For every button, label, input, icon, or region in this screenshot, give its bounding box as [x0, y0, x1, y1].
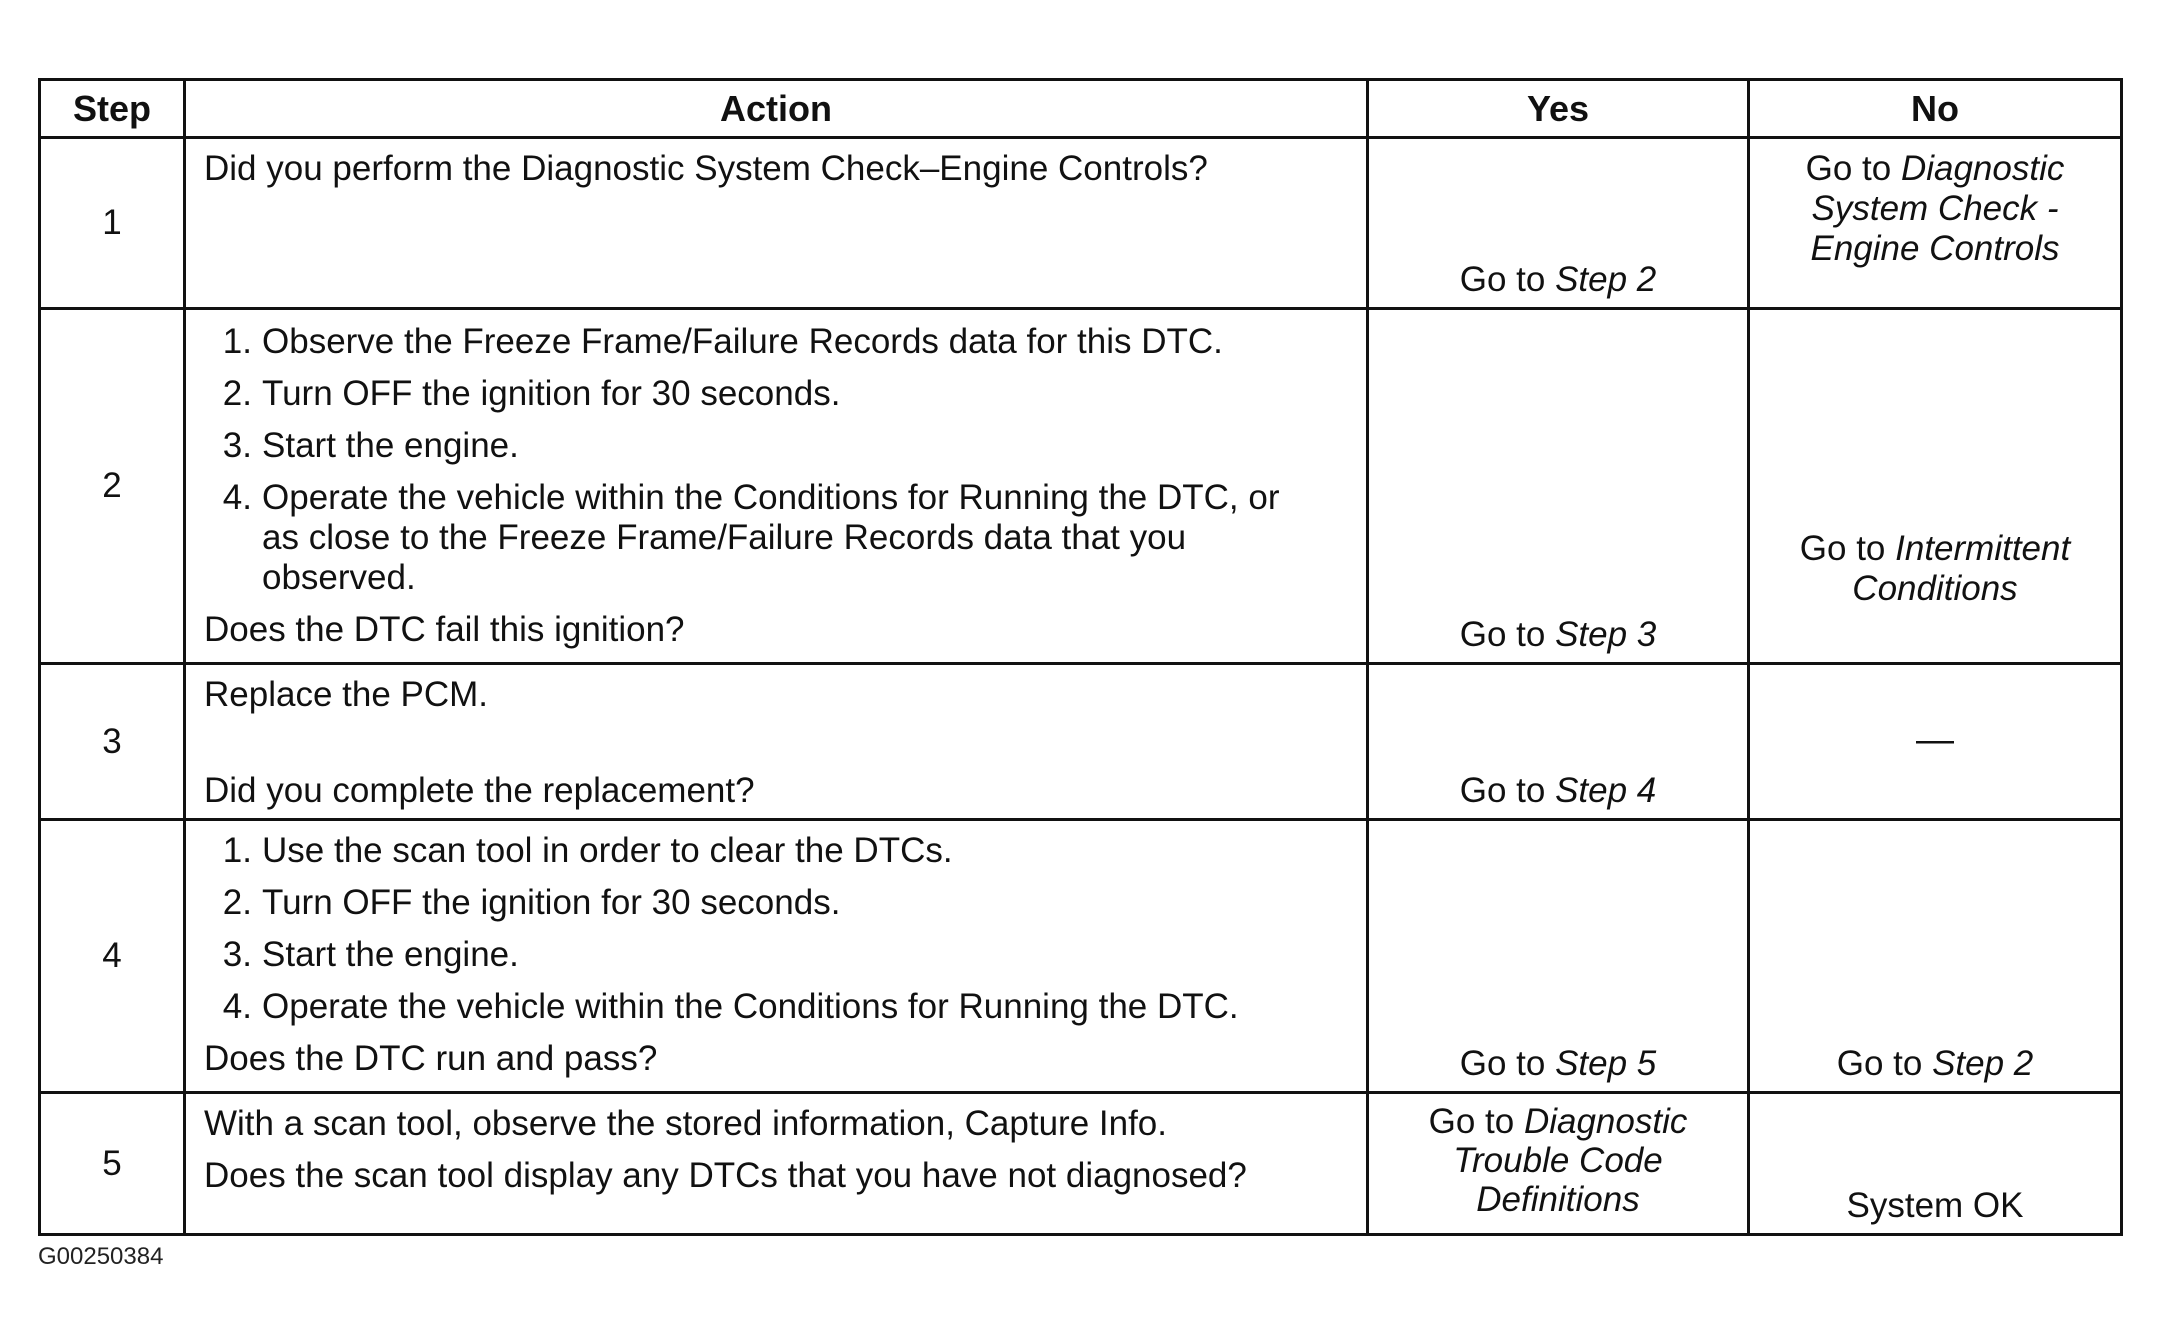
- action-cell: [185, 664, 1368, 820]
- goto-prefix: Go to: [1428, 1102, 1515, 1141]
- goto-prefix: Go to: [1459, 1044, 1546, 1083]
- table-row: [40, 820, 2122, 1093]
- yes-goto[interactable]: [1369, 260, 1747, 300]
- step-number: 5: [40, 1093, 185, 1235]
- goto-link[interactable]: Diagnostic Trouble Code Definitions: [1453, 1102, 1688, 1219]
- substep-list: [204, 322, 1348, 598]
- step-number: 3: [40, 664, 185, 820]
- table-header-row: [40, 80, 2122, 138]
- goto-link[interactable]: Diagnostic System Check - Engine Controls: [1810, 149, 2065, 268]
- no-cell: [1749, 138, 2122, 309]
- no-cell: [1749, 309, 2122, 664]
- list-item: 4. Operate the vehicle within the Conditions for Running the DTC, or as close to the Freeze Frame/Failure Records data that you observed.: [222, 478, 1280, 597]
- goto-link[interactable]: Step 5: [1555, 1044, 1657, 1083]
- question-text: Does the DTC run and pass?: [204, 1039, 658, 1078]
- list-item: 3. Start the engine.: [222, 426, 519, 465]
- goto-prefix: Go to: [1459, 771, 1546, 810]
- action-cell: [185, 138, 1368, 309]
- diagnostic-table: [38, 78, 2123, 1236]
- yes-cell: [1368, 820, 1749, 1093]
- step-number: 1: [40, 138, 185, 309]
- header-step: Step: [40, 80, 185, 138]
- goto-prefix: Go to: [1805, 149, 1892, 188]
- action-text: With a scan tool, observe the stored information, Capture Info.: [204, 1104, 1167, 1143]
- goto-prefix: Go to: [1836, 1044, 1923, 1083]
- goto-link[interactable]: Step 4: [1555, 771, 1657, 810]
- step-number: 2: [40, 309, 185, 664]
- action-cell: [185, 309, 1368, 664]
- list-item: 1. Observe the Freeze Frame/Failure Records data for this DTC.: [222, 322, 1223, 361]
- no-cell: [1749, 820, 2122, 1093]
- list-item: 2. Turn OFF the ignition for 30 seconds.: [222, 374, 841, 413]
- figure-id: G00250384: [38, 1243, 164, 1270]
- goto-prefix: Go to: [1459, 260, 1546, 299]
- table-row: [40, 664, 2122, 820]
- step-number: 4: [40, 820, 185, 1093]
- question-text: Does the DTC fail this ignition?: [204, 610, 685, 649]
- yes-cell: [1368, 664, 1749, 820]
- action-text: Replace the PCM.: [204, 675, 489, 714]
- list-item: 1. Use the scan tool in order to clear the DTCs.: [222, 831, 953, 870]
- no-cell: [1749, 664, 2122, 820]
- list-item: 4. Operate the vehicle within the Conditions for Running the DTC.: [222, 987, 1239, 1026]
- goto-prefix: Go to: [1459, 615, 1546, 654]
- no-dash: —: [1916, 719, 1954, 761]
- yes-goto[interactable]: [1369, 1094, 1747, 1219]
- no-goto[interactable]: [1750, 139, 2120, 269]
- action-text: Did you perform the Diagnostic System Check–Engine Controls?: [204, 149, 1208, 188]
- table-row: [40, 309, 2122, 664]
- yes-cell: [1368, 138, 1749, 309]
- no-goto[interactable]: [1750, 529, 2120, 609]
- header-no: No: [1749, 80, 2122, 138]
- yes-goto[interactable]: [1369, 771, 1747, 811]
- header-yes: Yes: [1368, 80, 1749, 138]
- goto-link[interactable]: Step 2: [1932, 1044, 2034, 1083]
- question-text: Did you complete the replacement?: [204, 771, 755, 810]
- goto-link[interactable]: Step 2: [1555, 260, 1657, 299]
- list-item: 2. Turn OFF the ignition for 30 seconds.: [222, 883, 841, 922]
- table-row: [40, 1093, 2122, 1235]
- no-cell: [1749, 1093, 2122, 1235]
- goto-prefix: Go to: [1799, 529, 1886, 568]
- list-item: 3. Start the engine.: [222, 935, 519, 974]
- yes-goto[interactable]: [1369, 615, 1747, 655]
- yes-cell: [1368, 1093, 1749, 1235]
- action-cell: [185, 1093, 1368, 1235]
- no-result: System OK: [1846, 1186, 2024, 1225]
- goto-link[interactable]: Intermittent Conditions: [1852, 529, 2071, 608]
- substep-list: [204, 831, 1348, 1027]
- header-action: Action: [185, 80, 1368, 138]
- table-row: [40, 138, 2122, 309]
- goto-link[interactable]: Step 3: [1555, 615, 1657, 654]
- question-text: Does the scan tool display any DTCs that you have not diagnosed?: [204, 1156, 1247, 1195]
- yes-goto[interactable]: [1369, 1044, 1747, 1084]
- no-goto[interactable]: [1750, 1044, 2120, 1084]
- yes-cell: [1368, 309, 1749, 664]
- action-cell: [185, 820, 1368, 1093]
